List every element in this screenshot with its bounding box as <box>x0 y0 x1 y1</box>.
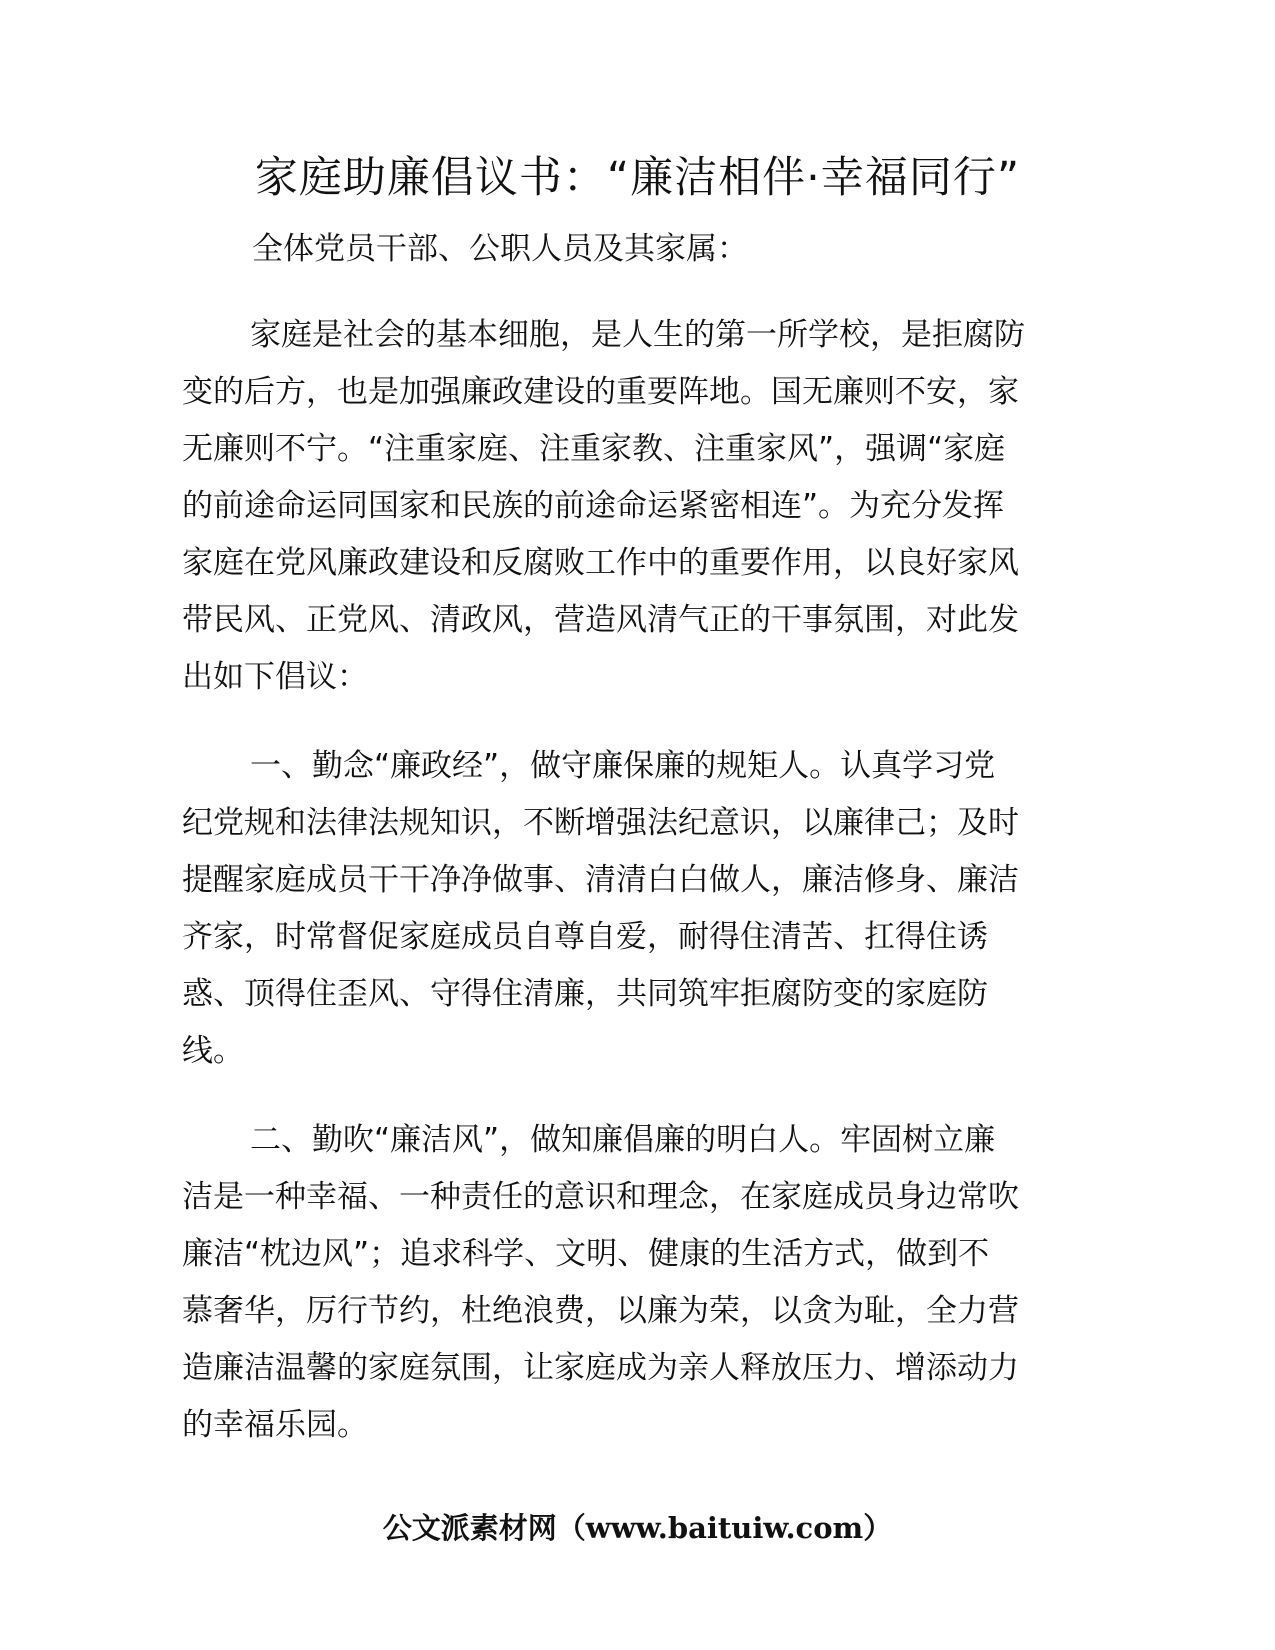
paragraph-line: 变的后方，也是加强廉政建设的重要阵地。国无廉则不安，家 <box>182 374 1019 410</box>
footer-source: 公文派素材网（www.baituiw.com） <box>382 1511 893 1545</box>
paragraph-line: 提醒家庭成员干干净净做事、清清白白做人，廉洁修身、廉洁 <box>182 862 1019 898</box>
salutation: 全体党员干部、公职人员及其家属： <box>252 231 748 267</box>
paragraph-line: 廉洁“枕边风”；追求科学、文明、健康的生活方式，做到不 <box>182 1236 990 1272</box>
paragraph-line: 家庭在党风廉政建设和反腐败工作中的重要作用，以良好家风 <box>182 545 1019 581</box>
paragraph-line: 的幸福乐园。 <box>182 1407 368 1443</box>
paragraph-line: 出如下倡议： <box>182 659 368 695</box>
paragraph-line: 一、勤念“廉政经”，做守廉保廉的规矩人。认真学习党 <box>250 748 996 784</box>
paragraph-line: 线。 <box>182 1033 244 1069</box>
paragraph-line: 的前途命运同国家和民族的前途命运紧密相连”。为充分发挥 <box>182 488 1005 524</box>
paragraph-line: 二、勤吹“廉洁风”，做知廉倡廉的明白人。牢固树立廉 <box>250 1122 996 1158</box>
paragraph-line: 纪党规和法律法规知识，不断增强法纪意识，以廉律己；及时 <box>182 805 1019 841</box>
paragraph-intro <box>182 307 1062 706</box>
paragraph-line: 家庭是社会的基本细胞，是人生的第一所学校，是拒腐防 <box>250 317 1025 353</box>
document-title: 家庭助廉倡议书：“廉洁相伴·幸福同行” <box>254 153 1021 203</box>
paragraph-line: 带民风、正党风、清政风，营造风清气正的干事氛围，对此发 <box>182 602 1019 638</box>
paragraph-line: 造廉洁温馨的家庭氛围，让家庭成为亲人释放压力、增添动力 <box>182 1350 1019 1386</box>
paragraph-line: 齐家，时常督促家庭成员自尊自爱，耐得住清苦、扛得住诱 <box>182 919 988 955</box>
paragraph-point-two <box>182 1112 1062 1454</box>
paragraph-line: 惑、顶得住歪风、守得住清廉，共同筑牢拒腐防变的家庭防 <box>182 976 988 1012</box>
paragraph-line: 慕奢华，厉行节约，杜绝浪费，以廉为荣，以贪为耻，全力营 <box>182 1293 1019 1329</box>
document-body <box>182 220 1062 1486</box>
paragraph-line: 无廉则不宁。“注重家庭、注重家教、注重家风”，强调“家庭 <box>182 431 1006 467</box>
paragraph-point-one <box>182 738 1062 1080</box>
paragraph-line: 洁是一种幸福、一种责任的意识和理念，在家庭成员身边常吹 <box>182 1179 1019 1215</box>
